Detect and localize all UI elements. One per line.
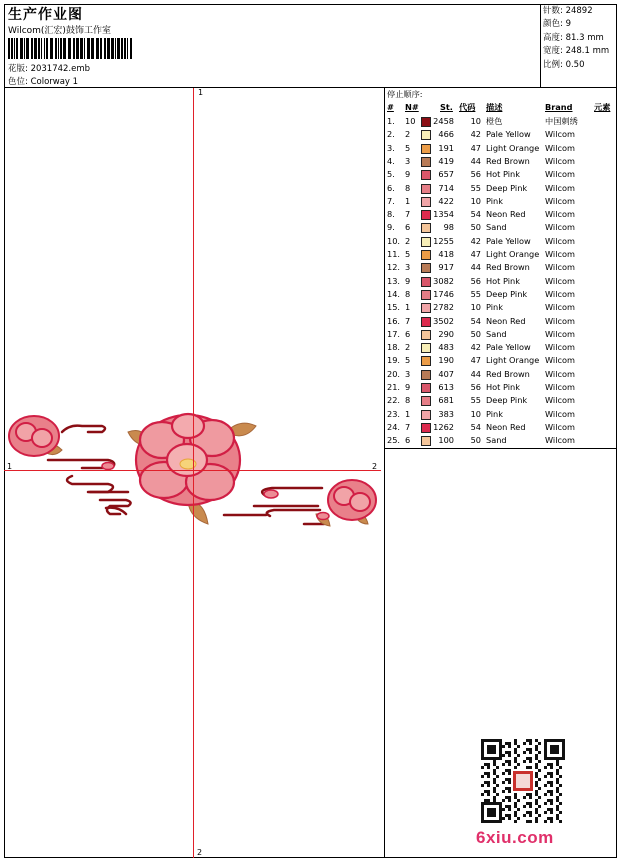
row-code: 10 xyxy=(470,302,481,313)
header-brand: Brand xyxy=(545,102,573,112)
row-index: 23. xyxy=(387,408,401,419)
stats-block xyxy=(541,4,617,88)
row-stitches: 418 xyxy=(438,249,454,259)
axis-label-left: 1 xyxy=(7,462,13,471)
small-peony-right xyxy=(328,480,376,520)
row-code: 42 xyxy=(470,129,481,140)
row-description: Light Orange xyxy=(486,249,540,259)
row-stitches: 1746 xyxy=(433,288,454,299)
row-stitches: 483 xyxy=(438,342,454,353)
header-needle: N# xyxy=(405,102,419,112)
small-peony-left xyxy=(9,416,59,456)
color-swatch xyxy=(421,223,431,233)
row-description: 橙色 xyxy=(486,116,503,126)
table-row xyxy=(385,261,617,274)
row-index: 24. xyxy=(387,421,401,432)
row-index: 17. xyxy=(387,328,401,339)
row-code: 10 xyxy=(470,195,481,206)
color-swatch xyxy=(421,396,431,406)
row-stitches: 290 xyxy=(438,328,454,339)
color-swatch xyxy=(421,303,431,313)
row-brand: Wilcom xyxy=(545,342,575,353)
row-stitches: 98 xyxy=(443,222,454,233)
row-description: Neon Red xyxy=(486,209,526,220)
row-code: 10 xyxy=(470,116,481,126)
color-swatch xyxy=(421,290,431,300)
row-needle: 3 xyxy=(405,262,411,273)
axis-label-top: 1 xyxy=(198,88,204,97)
table-row xyxy=(385,301,617,314)
design-preview xyxy=(4,88,385,858)
color-swatch xyxy=(421,237,431,247)
row-description: Deep Pink xyxy=(486,182,528,193)
table-row xyxy=(385,368,617,381)
row-stitches: 407 xyxy=(438,368,454,379)
row-description: Pink xyxy=(486,408,503,419)
row-brand: Wilcom xyxy=(545,302,575,313)
row-needle: 8 xyxy=(405,288,411,299)
row-code: 56 xyxy=(470,382,481,392)
row-brand: Wilcom xyxy=(545,235,575,246)
row-brand: Wilcom xyxy=(545,262,575,273)
row-description: Light Orange xyxy=(486,142,540,153)
color-swatch xyxy=(421,263,431,273)
row-needle: 10 xyxy=(405,116,416,126)
axis-label-right: 2 xyxy=(372,462,378,471)
row-brand: Wilcom xyxy=(545,142,575,153)
color-swatch xyxy=(421,410,431,420)
row-stitches: 1354 xyxy=(433,209,454,220)
row-code: 47 xyxy=(470,142,481,153)
row-code: 56 xyxy=(470,275,481,286)
row-index: 10. xyxy=(387,235,401,246)
row-description: Pale Yellow xyxy=(486,129,531,140)
row-index: 6. xyxy=(387,182,395,193)
row-index: 2. xyxy=(387,129,395,140)
row-stitches: 917 xyxy=(438,262,454,273)
qr-code-icon xyxy=(481,739,565,823)
row-needle: 2 xyxy=(405,235,411,246)
header-index: # xyxy=(387,102,394,112)
color-swatch xyxy=(421,330,431,340)
row-needle: 7 xyxy=(405,421,411,432)
row-code: 54 xyxy=(470,421,481,432)
row-needle: 1 xyxy=(405,302,411,313)
row-index: 7. xyxy=(387,195,395,206)
table-row xyxy=(385,182,617,195)
file-name: 2031742.emb xyxy=(30,64,91,74)
row-index: 3. xyxy=(387,142,395,153)
row-brand: Wilcom xyxy=(545,315,575,326)
row-stitches: 613 xyxy=(438,382,454,392)
row-code: 42 xyxy=(470,235,481,246)
row-description: Hot Pink xyxy=(486,169,520,180)
row-brand: Wilcom xyxy=(545,368,575,379)
row-brand: Wilcom xyxy=(545,195,575,206)
table-row xyxy=(385,235,617,248)
header-element: 元素 xyxy=(594,102,611,112)
row-stitches: 3082 xyxy=(433,275,454,286)
row-description: Pale Yellow xyxy=(486,235,531,246)
row-index: 20. xyxy=(387,368,401,379)
row-description: Deep Pink xyxy=(486,395,528,406)
row-brand: Wilcom xyxy=(545,275,575,286)
row-brand: Wilcom xyxy=(545,169,575,180)
table-row xyxy=(385,315,617,328)
row-needle: 6 xyxy=(405,222,411,233)
table-row xyxy=(385,328,617,341)
row-index: 1. xyxy=(387,116,395,126)
table-row xyxy=(385,142,617,155)
table-row xyxy=(385,288,617,301)
stat-scale: 比例: 0.50 xyxy=(543,59,585,70)
stat-height: 高度: 81.3 mm xyxy=(543,32,604,43)
row-code: 50 xyxy=(470,328,481,339)
row-index: 21. xyxy=(387,382,401,392)
row-needle: 9 xyxy=(405,382,411,392)
table-row xyxy=(385,128,617,141)
row-needle: 8 xyxy=(405,182,411,193)
table-row xyxy=(385,354,617,367)
row-stitches: 383 xyxy=(438,408,454,419)
row-stitches: 1262 xyxy=(433,421,454,432)
table-row xyxy=(385,394,617,407)
row-brand: Wilcom xyxy=(545,395,575,406)
row-description: Neon Red xyxy=(486,315,526,326)
row-code: 44 xyxy=(470,262,481,273)
color-swatch xyxy=(421,210,431,220)
color-swatch xyxy=(421,356,431,366)
row-stitches: 100 xyxy=(438,435,454,446)
row-description: Hot Pink xyxy=(486,382,520,392)
file-line xyxy=(8,62,90,74)
row-brand: Wilcom xyxy=(545,288,575,299)
header-description: 描述 xyxy=(486,102,503,112)
row-brand: Wilcom xyxy=(545,249,575,259)
row-stitches: 2782 xyxy=(433,302,454,313)
row-code: 44 xyxy=(470,368,481,379)
row-needle: 2 xyxy=(405,342,411,353)
row-needle: 6 xyxy=(405,328,411,339)
row-needle: 5 xyxy=(405,142,411,153)
row-code: 54 xyxy=(470,315,481,326)
row-brand: Wilcom xyxy=(545,408,575,419)
color-swatch xyxy=(421,383,431,393)
color-swatch xyxy=(421,250,431,260)
row-description: Sand xyxy=(486,435,507,446)
row-brand: Wilcom xyxy=(545,209,575,220)
row-index: 18. xyxy=(387,342,401,353)
table-row xyxy=(385,115,617,128)
row-code: 42 xyxy=(470,342,481,353)
row-brand: Wilcom xyxy=(545,435,575,446)
table-row xyxy=(385,248,617,261)
color-swatch xyxy=(421,436,431,446)
row-needle: 7 xyxy=(405,315,411,326)
row-index: 9. xyxy=(387,222,395,233)
row-stitches: 1255 xyxy=(433,235,454,246)
vertical-guide-line xyxy=(193,88,194,858)
row-code: 55 xyxy=(470,395,481,406)
row-index: 22. xyxy=(387,395,401,406)
table-row xyxy=(385,434,617,447)
color-swatch xyxy=(421,144,431,154)
color-swatch xyxy=(421,317,431,327)
row-needle: 8 xyxy=(405,395,411,406)
stat-width: 宽度: 248.1 mm xyxy=(543,46,610,57)
row-index: 19. xyxy=(387,355,401,366)
row-description: Pink xyxy=(486,195,503,206)
colorway-value: Colorway 1 xyxy=(30,77,79,87)
row-code: 47 xyxy=(470,249,481,259)
row-description: Red Brown xyxy=(486,262,530,273)
color-swatch xyxy=(421,423,431,433)
watermark-text: 6xiu.com xyxy=(476,828,554,847)
row-brand: Wilcom xyxy=(545,355,575,366)
row-brand: Wilcom xyxy=(545,182,575,193)
barcode-icon xyxy=(8,38,136,59)
company-name: Wilcom(汇宏)鼓饰工作室 xyxy=(8,26,111,36)
row-index: 11. xyxy=(387,249,401,259)
row-code: 10 xyxy=(470,408,481,419)
color-swatch xyxy=(421,277,431,287)
row-needle: 9 xyxy=(405,169,411,180)
row-brand: Wilcom xyxy=(545,222,575,233)
row-index: 25. xyxy=(387,435,401,446)
stop-sequence-table xyxy=(385,88,617,449)
row-brand: Wilcom xyxy=(545,328,575,339)
row-stitches: 2458 xyxy=(433,116,454,126)
row-needle: 2 xyxy=(405,129,411,140)
row-index: 14. xyxy=(387,288,401,299)
row-stitches: 681 xyxy=(438,395,454,406)
row-needle: 6 xyxy=(405,435,411,446)
row-index: 15. xyxy=(387,302,401,313)
color-swatch xyxy=(421,197,431,207)
table-row xyxy=(385,421,617,434)
color-swatch xyxy=(421,343,431,353)
row-code: 50 xyxy=(470,435,481,446)
color-swatch xyxy=(421,130,431,140)
stat-stitches: 针数: 24892 xyxy=(543,6,593,16)
color-swatch xyxy=(421,117,431,127)
row-needle: 3 xyxy=(405,368,411,379)
row-brand: Wilcom xyxy=(545,421,575,432)
row-brand: Wilcom xyxy=(545,129,575,140)
row-index: 12. xyxy=(387,262,401,273)
row-brand: Wilcom xyxy=(545,155,575,166)
row-index: 5. xyxy=(387,169,395,180)
row-brand: 中国刺绣 xyxy=(545,116,578,126)
row-code: 44 xyxy=(470,155,481,166)
embroidery-design xyxy=(4,88,385,858)
color-swatch xyxy=(421,370,431,380)
row-index: 16. xyxy=(387,315,401,326)
row-stitches: 466 xyxy=(438,129,454,140)
row-description: Red Brown xyxy=(486,155,530,166)
row-description: Sand xyxy=(486,222,507,233)
row-description: Hot Pink xyxy=(486,275,520,286)
row-stitches: 190 xyxy=(438,355,454,366)
row-stitches: 714 xyxy=(438,182,454,193)
row-needle: 7 xyxy=(405,209,411,220)
color-swatch xyxy=(421,184,431,194)
row-index: 4. xyxy=(387,155,395,166)
color-swatch xyxy=(421,170,431,180)
row-description: Pink xyxy=(486,302,503,313)
row-needle: 1 xyxy=(405,408,411,419)
table-row xyxy=(385,275,617,288)
header-stitches: St. xyxy=(440,102,453,112)
table-row xyxy=(385,381,617,394)
row-needle: 1 xyxy=(405,195,411,206)
row-stitches: 657 xyxy=(438,169,454,180)
row-stitches: 419 xyxy=(438,155,454,166)
colorway-line xyxy=(8,75,78,87)
row-stitches: 3502 xyxy=(433,315,454,326)
row-description: Light Orange xyxy=(486,355,540,366)
row-code: 55 xyxy=(470,288,481,299)
row-description: Deep Pink xyxy=(486,288,528,299)
row-index: 13. xyxy=(387,275,401,286)
table-caption: 停止顺序: xyxy=(387,89,423,99)
row-needle: 3 xyxy=(405,155,411,166)
table-row xyxy=(385,208,617,221)
row-stitches: 422 xyxy=(438,195,454,206)
table-row xyxy=(385,155,617,168)
large-peony xyxy=(136,414,240,505)
axis-label-bottom: 2 xyxy=(197,848,203,857)
row-description: Red Brown xyxy=(486,368,530,379)
header-code: 代码 xyxy=(459,102,476,112)
row-description: Sand xyxy=(486,328,507,339)
file-label: 花版: xyxy=(8,64,28,74)
row-needle: 9 xyxy=(405,275,411,286)
row-code: 47 xyxy=(470,355,481,366)
page-title: 生产作业图 xyxy=(8,7,83,23)
colorway-label: 色位: xyxy=(8,77,28,87)
table-row xyxy=(385,221,617,234)
row-brand: Wilcom xyxy=(545,382,575,392)
stat-colors: 颜色: 9 xyxy=(543,19,571,30)
table-row xyxy=(385,408,617,421)
table-row xyxy=(385,168,617,181)
row-code: 56 xyxy=(470,169,481,180)
row-description: Neon Red xyxy=(486,421,526,432)
row-code: 54 xyxy=(470,209,481,220)
row-code: 55 xyxy=(470,182,481,193)
row-needle: 5 xyxy=(405,249,411,259)
row-stitches: 191 xyxy=(438,142,454,153)
row-description: Pale Yellow xyxy=(486,342,531,353)
color-swatch xyxy=(421,157,431,167)
table-row xyxy=(385,195,617,208)
horizontal-guide-line xyxy=(4,470,381,471)
row-index: 8. xyxy=(387,209,395,220)
row-code: 50 xyxy=(470,222,481,233)
row-needle: 5 xyxy=(405,355,411,366)
table-row xyxy=(385,341,617,354)
